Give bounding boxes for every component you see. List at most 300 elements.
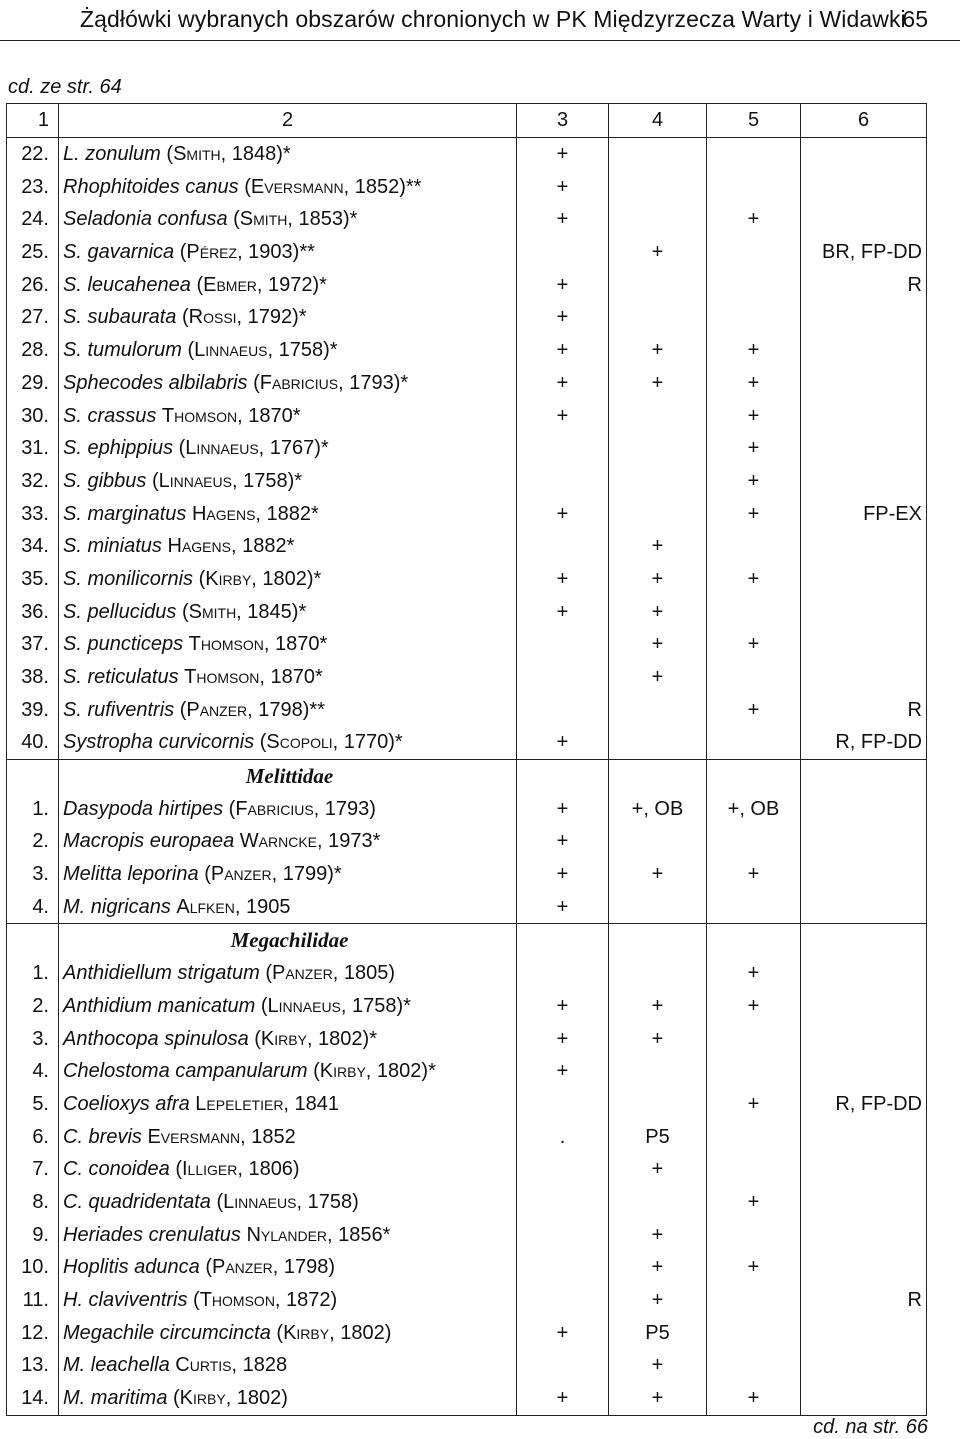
- author-citation: (Kirby, 1802): [173, 1387, 288, 1410]
- column-5-value: [707, 268, 801, 301]
- column-4-value: [609, 170, 707, 203]
- taxon-cell: [59, 858, 517, 891]
- column-5-value: [707, 595, 801, 628]
- row-number: 36.: [7, 595, 59, 628]
- species-name: S. pellucidus: [63, 600, 177, 623]
- column-4-value: +: [609, 1022, 707, 1055]
- author-citation: (Smith, 1845)*: [181, 600, 307, 623]
- taxon-cell: [59, 465, 517, 498]
- taxon-cell: [59, 301, 517, 334]
- row-number: 3.: [7, 858, 59, 891]
- column-6-status: R: [801, 1284, 927, 1317]
- table-row: [7, 203, 927, 236]
- column-6-status: R, FP-DD: [801, 1088, 927, 1121]
- column-3-value: [517, 432, 609, 465]
- column-6-status: [801, 367, 927, 400]
- table-row: [7, 990, 927, 1023]
- author-citation: (Kirby, 1802)*: [254, 1027, 377, 1050]
- column-5-value: +: [707, 497, 801, 530]
- species-name: L. zonulum: [63, 143, 161, 166]
- column-5-value: +: [707, 1382, 801, 1415]
- taxon-cell: [59, 1055, 517, 1088]
- taxon-cell: [59, 530, 517, 563]
- taxon-cell: [59, 563, 517, 596]
- column-6-status: [801, 563, 927, 596]
- family-row-blank: [7, 924, 59, 957]
- column-4-value: [609, 1088, 707, 1121]
- taxon-cell: [59, 367, 517, 400]
- column-4-value: +: [609, 1382, 707, 1415]
- author-citation: Nylander, 1856*: [246, 1223, 391, 1246]
- column-5-value: +: [707, 1186, 801, 1219]
- column-5-value: [707, 170, 801, 203]
- column-3-value: .: [517, 1120, 609, 1153]
- column-4-value: [609, 268, 707, 301]
- column-6-status: [801, 170, 927, 203]
- column-3-value: +: [517, 563, 609, 596]
- table-row: [7, 1251, 927, 1284]
- column-6-status: [801, 1382, 927, 1415]
- species-name: H. claviventris: [63, 1289, 188, 1312]
- column-6-status: [801, 432, 927, 465]
- table-row: [7, 825, 927, 858]
- author-citation: (Rossi, 1792)*: [181, 306, 307, 329]
- column-header-6: 6: [801, 104, 927, 138]
- column-3-value: +: [517, 1022, 609, 1055]
- species-name: S. subaurata: [63, 306, 177, 329]
- column-3-value: [517, 1218, 609, 1251]
- column-6-status: [801, 792, 927, 825]
- taxon-cell: [59, 990, 517, 1023]
- column-5-value: +: [707, 858, 801, 891]
- column-6-status: [801, 661, 927, 694]
- row-number: 35.: [7, 563, 59, 596]
- column-4-value: [609, 301, 707, 334]
- column-4-value: [609, 399, 707, 432]
- column-3-value: [517, 465, 609, 498]
- column-4-value: +: [609, 236, 707, 269]
- column-3-value: [517, 693, 609, 726]
- column-3-value: [517, 1349, 609, 1382]
- column-5-value: [707, 1316, 801, 1349]
- table-row: [7, 1153, 927, 1186]
- species-name: S. puncticeps: [63, 633, 184, 656]
- column-6-status: [801, 1218, 927, 1251]
- column-3-value: +: [517, 301, 609, 334]
- row-number: 3.: [7, 1022, 59, 1055]
- column-3-value: +: [517, 595, 609, 628]
- column-5-value: +: [707, 465, 801, 498]
- column-4-value: [609, 203, 707, 236]
- column-header-2: 2: [59, 104, 517, 138]
- column-5-value: +: [707, 367, 801, 400]
- row-number: 1.: [7, 792, 59, 825]
- author-citation: (Fabricius, 1793): [228, 797, 376, 820]
- column-3-value: [517, 236, 609, 269]
- column-6-status: [801, 1022, 927, 1055]
- column-3-value: [517, 628, 609, 661]
- table-row: [7, 399, 927, 432]
- taxon-cell: [59, 1284, 517, 1317]
- column-4-value: [609, 693, 707, 726]
- author-citation: (Smith, 1853)*: [233, 208, 358, 231]
- column-6-status: R, FP-DD: [801, 726, 927, 759]
- row-number: 22.: [7, 137, 59, 170]
- column-5-value: [707, 137, 801, 170]
- column-4-value: [609, 1186, 707, 1219]
- family-name: Melittidae: [245, 763, 334, 788]
- author-citation: Thomson, 1870*: [161, 404, 301, 427]
- table-row: [7, 1382, 927, 1415]
- species-name: Melitta leporina: [63, 863, 199, 886]
- taxon-cell: [59, 1120, 517, 1153]
- row-number: 39.: [7, 693, 59, 726]
- column-5-value: [707, 1022, 801, 1055]
- author-citation: (Ebmer, 1972)*: [196, 273, 327, 296]
- running-title: Żądłówki wybranych obszarów chronionych w PK Międzyrzecza Warty i Widawki: [80, 6, 906, 32]
- author-citation: (Linnaeus, 1758)*: [187, 339, 338, 362]
- family-row-blank: [801, 924, 927, 957]
- row-number: 26.: [7, 268, 59, 301]
- taxon-cell: [59, 726, 517, 759]
- row-number: 30.: [7, 399, 59, 432]
- family-heading-row: [7, 924, 927, 957]
- author-citation: (Linnaeus, 1758)*: [151, 469, 303, 492]
- row-number: 40.: [7, 726, 59, 759]
- column-5-value: +: [707, 432, 801, 465]
- taxon-cell: [59, 497, 517, 530]
- author-citation: (Panzer, 1798): [205, 1256, 336, 1279]
- species-name: Rhophitoides canus: [63, 175, 239, 198]
- taxon-cell: [59, 399, 517, 432]
- column-5-value: [707, 661, 801, 694]
- taxon-cell: [59, 203, 517, 236]
- family-row-blank: [609, 759, 707, 792]
- column-header-1: 1: [7, 104, 59, 138]
- author-citation: (Panzer, 1805): [265, 962, 396, 985]
- row-number: 4.: [7, 891, 59, 924]
- species-name: S. monilicornis: [63, 567, 194, 590]
- taxon-cell: [59, 628, 517, 661]
- author-citation: (Smith, 1848)*: [166, 143, 291, 166]
- column-6-status: [801, 137, 927, 170]
- family-row-blank: [707, 924, 801, 957]
- species-name: Anthidium manicatum: [63, 994, 256, 1017]
- taxon-cell: [59, 595, 517, 628]
- species-name: M. maritima: [63, 1387, 168, 1410]
- row-number: 10.: [7, 1251, 59, 1284]
- family-row-blank: [517, 759, 609, 792]
- species-name: S. reticulatus: [63, 666, 179, 689]
- table-row: [7, 858, 927, 891]
- column-5-value: [707, 825, 801, 858]
- column-3-value: +: [517, 990, 609, 1023]
- column-6-status: [801, 1055, 927, 1088]
- table-row: [7, 595, 927, 628]
- species-name: M. nigricans: [63, 895, 171, 918]
- column-6-status: [801, 628, 927, 661]
- row-number: 28.: [7, 334, 59, 367]
- column-4-value: +: [609, 595, 707, 628]
- column-4-value: +: [609, 990, 707, 1023]
- row-number: 27.: [7, 301, 59, 334]
- table-row: [7, 137, 927, 170]
- column-5-value: [707, 726, 801, 759]
- table-row: [7, 334, 927, 367]
- column-5-value: +: [707, 563, 801, 596]
- column-4-value: +: [609, 1218, 707, 1251]
- table-row: [7, 367, 927, 400]
- column-3-value: [517, 1186, 609, 1219]
- column-6-status: [801, 990, 927, 1023]
- taxon-cell: [59, 1218, 517, 1251]
- taxon-cell: [59, 137, 517, 170]
- column-6-status: [801, 203, 927, 236]
- column-3-value: +: [517, 858, 609, 891]
- table-row: [7, 465, 927, 498]
- column-3-value: +: [517, 497, 609, 530]
- column-4-value: +: [609, 563, 707, 596]
- column-6-status: FP-EX: [801, 497, 927, 530]
- column-4-value: [609, 891, 707, 924]
- family-row-blank: [7, 759, 59, 792]
- table-row: [7, 1218, 927, 1251]
- column-5-value: +: [707, 1088, 801, 1121]
- taxon-cell: [59, 693, 517, 726]
- taxon-cell: [59, 825, 517, 858]
- column-3-value: [517, 661, 609, 694]
- column-6-status: [801, 465, 927, 498]
- species-name: S. rufiventris: [63, 698, 175, 721]
- column-5-value: [707, 236, 801, 269]
- column-4-value: +: [609, 1153, 707, 1186]
- table-row: [7, 1284, 927, 1317]
- column-4-value: +: [609, 334, 707, 367]
- table-row: [7, 792, 927, 825]
- column-5-value: [707, 891, 801, 924]
- column-4-value: +: [609, 1349, 707, 1382]
- column-6-status: [801, 858, 927, 891]
- continued-to-note: cd. na str. 66: [813, 1416, 928, 1438]
- table-row: [7, 891, 927, 924]
- column-5-value: +: [707, 1251, 801, 1284]
- column-3-value: +: [517, 1055, 609, 1088]
- table-row: [7, 497, 927, 530]
- taxon-cell: [59, 1382, 517, 1415]
- species-name: S. marginatus: [63, 502, 187, 525]
- column-4-value: +: [609, 1251, 707, 1284]
- row-number: 13.: [7, 1349, 59, 1382]
- column-3-value: +: [517, 137, 609, 170]
- table-row: [7, 1316, 927, 1349]
- author-citation: (Scopoli, 1770)*: [259, 731, 403, 754]
- species-name: Seladonia confusa: [63, 208, 228, 231]
- column-4-value: +: [609, 858, 707, 891]
- species-name: Sphecodes albilabris: [63, 371, 248, 394]
- column-5-value: +: [707, 628, 801, 661]
- row-number: 4.: [7, 1055, 59, 1088]
- table-header-row: [7, 104, 927, 138]
- author-citation: Warncke, 1973*: [239, 830, 381, 853]
- table-row: [7, 530, 927, 563]
- author-citation: Alfken, 1905: [176, 895, 291, 918]
- row-number: 25.: [7, 236, 59, 269]
- author-citation: (Panzer, 1799)*: [204, 863, 342, 886]
- column-4-value: P5: [609, 1316, 707, 1349]
- column-5-value: [707, 1055, 801, 1088]
- column-3-value: [517, 1284, 609, 1317]
- species-name: Chelostoma campanularum: [63, 1060, 308, 1083]
- species-name: S. miniatus: [63, 535, 162, 558]
- species-name: S. gibbus: [63, 469, 147, 492]
- column-5-value: [707, 530, 801, 563]
- column-3-value: +: [517, 1382, 609, 1415]
- column-5-value: +: [707, 693, 801, 726]
- author-citation: Thomson, 1870*: [188, 633, 328, 656]
- column-6-status: [801, 1120, 927, 1153]
- column-6-status: BR, FP-DD: [801, 236, 927, 269]
- table-row: [7, 628, 927, 661]
- family-row-blank: [517, 924, 609, 957]
- author-citation: Thomson, 1870*: [184, 666, 323, 689]
- column-6-status: [801, 825, 927, 858]
- column-4-value: +: [609, 1284, 707, 1317]
- table-row: [7, 726, 927, 759]
- column-4-value: +, OB: [609, 792, 707, 825]
- column-3-value: +: [517, 268, 609, 301]
- column-3-value: +: [517, 203, 609, 236]
- table-row: [7, 1088, 927, 1121]
- row-number: 24.: [7, 203, 59, 236]
- column-3-value: +: [517, 1316, 609, 1349]
- author-citation: (Illiger, 1806): [175, 1158, 300, 1181]
- column-3-value: +: [517, 792, 609, 825]
- column-6-status: [801, 1186, 927, 1219]
- author-citation: (Linnaeus, 1758): [216, 1191, 359, 1214]
- column-6-status: [801, 530, 927, 563]
- table-row: [7, 1120, 927, 1153]
- table-row: [7, 957, 927, 990]
- column-4-value: [609, 957, 707, 990]
- family-name: Megachilidae: [230, 928, 349, 953]
- row-number: 31.: [7, 432, 59, 465]
- column-4-value: +: [609, 661, 707, 694]
- species-name: Systropha curvicornis: [63, 731, 255, 754]
- table-row: [7, 268, 927, 301]
- table-row: [7, 1022, 927, 1055]
- author-citation: (Panzer, 1798)**: [179, 698, 325, 721]
- row-number: 14.: [7, 1382, 59, 1415]
- column-4-value: [609, 465, 707, 498]
- column-3-value: +: [517, 825, 609, 858]
- column-6-status: [801, 301, 927, 334]
- author-citation: (Kirby, 1802)*: [313, 1060, 436, 1083]
- column-5-value: +: [707, 399, 801, 432]
- column-5-value: [707, 301, 801, 334]
- taxon-cell: [59, 792, 517, 825]
- family-row-blank: [801, 759, 927, 792]
- column-header-5: 5: [707, 104, 801, 138]
- taxon-cell: [59, 957, 517, 990]
- column-4-value: [609, 137, 707, 170]
- species-name: S. leucahenea: [63, 273, 191, 296]
- column-3-value: +: [517, 170, 609, 203]
- column-3-value: +: [517, 399, 609, 432]
- column-5-value: [707, 1349, 801, 1382]
- species-name: Macropis europaea: [63, 830, 235, 853]
- author-citation: (Kirby, 1802): [276, 1321, 392, 1344]
- species-name: Heriades crenulatus: [63, 1223, 241, 1246]
- column-3-value: [517, 957, 609, 990]
- column-6-status: [801, 957, 927, 990]
- species-name: S. ephippius: [63, 437, 174, 460]
- family-row-cell: [59, 924, 517, 957]
- family-row-blank: [707, 759, 801, 792]
- column-4-value: +: [609, 628, 707, 661]
- column-5-value: +, OB: [707, 792, 801, 825]
- species-name: Coelioxys afra: [63, 1092, 190, 1115]
- column-3-value: +: [517, 891, 609, 924]
- species-name: S. gavarnica: [63, 241, 175, 264]
- column-6-status: [801, 891, 927, 924]
- taxon-cell: [59, 1251, 517, 1284]
- taxon-cell: [59, 1022, 517, 1055]
- row-number: 23.: [7, 170, 59, 203]
- taxon-cell: [59, 170, 517, 203]
- column-3-value: +: [517, 367, 609, 400]
- column-5-value: +: [707, 957, 801, 990]
- row-number: 7.: [7, 1153, 59, 1186]
- species-name: Megachile circumcincta: [63, 1321, 271, 1344]
- row-number: 5.: [7, 1088, 59, 1121]
- column-4-value: [609, 726, 707, 759]
- family-row-blank: [609, 924, 707, 957]
- table-row: [7, 170, 927, 203]
- author-citation: (Linnaeus, 1758)*: [260, 994, 411, 1017]
- species-name: S. tumulorum: [63, 339, 182, 362]
- author-citation: (Eversmann, 1852)**: [244, 175, 422, 198]
- taxon-cell: [59, 334, 517, 367]
- taxon-cell: [59, 891, 517, 924]
- table-row: [7, 1186, 927, 1219]
- column-4-value: [609, 432, 707, 465]
- column-3-value: +: [517, 726, 609, 759]
- row-number: 33.: [7, 497, 59, 530]
- column-5-value: +: [707, 203, 801, 236]
- row-number: 38.: [7, 661, 59, 694]
- taxon-cell: [59, 1316, 517, 1349]
- author-citation: (Kirby, 1802)*: [198, 567, 322, 590]
- row-number: 11.: [7, 1284, 59, 1317]
- row-number: 32.: [7, 465, 59, 498]
- column-5-value: +: [707, 990, 801, 1023]
- column-6-status: R: [801, 693, 927, 726]
- taxon-cell: [59, 661, 517, 694]
- author-citation: Curtis, 1828: [175, 1354, 288, 1377]
- page-number: 65: [902, 6, 928, 32]
- table-row: [7, 1349, 927, 1382]
- table-row: [7, 432, 927, 465]
- table-row: [7, 563, 927, 596]
- author-citation: Lepeletier, 1841: [195, 1092, 340, 1115]
- column-3-value: [517, 1251, 609, 1284]
- species-table: [6, 103, 927, 1416]
- author-citation: (Fabricius, 1793)*: [253, 371, 409, 394]
- family-row-cell: [59, 759, 517, 792]
- column-6-status: [801, 334, 927, 367]
- column-6-status: R: [801, 268, 927, 301]
- table-row: [7, 693, 927, 726]
